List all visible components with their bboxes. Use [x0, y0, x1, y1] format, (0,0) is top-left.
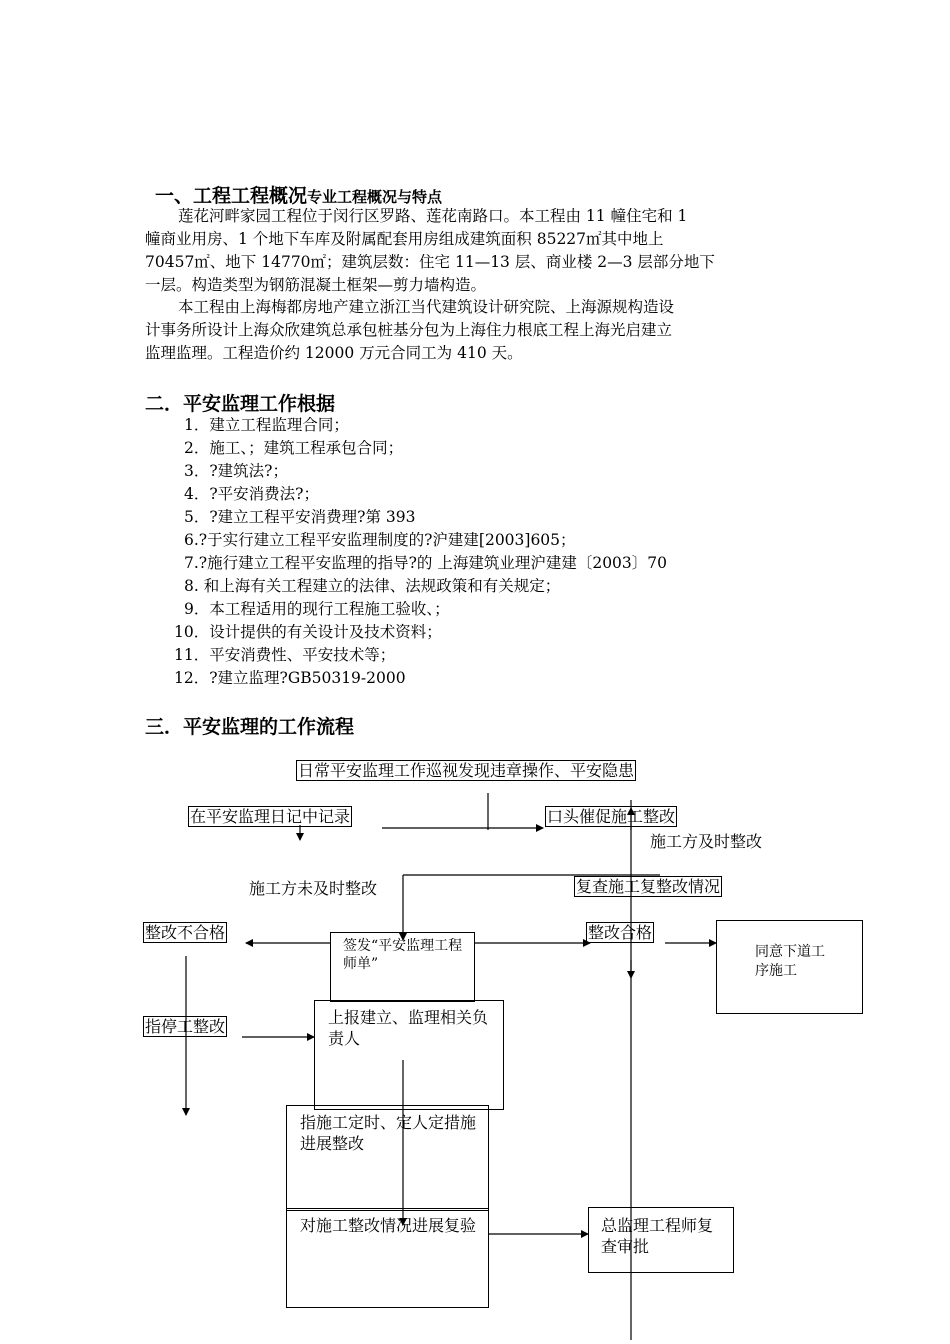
flow-next-process-box: 同意下道工序施工 [716, 920, 863, 1014]
section3-heading: 三．平安监理的工作流程 [145, 716, 355, 738]
flow-stop-work: 指停工整改 [145, 1017, 226, 1036]
list-item: 8. 和上海有关工程建立的法律、法规政策和有关规定； [184, 577, 561, 595]
list-item: 10．设计提供的有关设计及技术资料； [174, 623, 442, 641]
flow-oral-urge: 口头催促施工整改 [547, 807, 676, 826]
flow-recheck: 复查施工复整改情况 [576, 877, 721, 896]
flow-order-fix-box: 指施工定时、定人定措施进展整改 [286, 1105, 489, 1211]
list-item: 1．建立工程监理合同； [184, 416, 349, 434]
flow-record-in-log: 在平安监理日记中记录 [190, 807, 351, 826]
list-item: 7.?施行建立工程平安监理的指导?的 上海建筑业理沪建建〔2003〕70 [184, 554, 668, 572]
list-item: 2．施工、；建筑工程承包合同； [184, 439, 404, 457]
list-item: 12．?建立监理?GB50319-2000 [174, 669, 406, 687]
flow-chief-review-box: 总监理工程师复查审批 [588, 1207, 734, 1273]
flow-pass: 整改合格 [588, 923, 653, 942]
list-item: 6.?于实行建立工程平安监理制度的?沪建建[2003]605； [184, 531, 576, 549]
list-item: 5．?建立工程平安消费理?第 393 [184, 508, 416, 526]
flow-reverify-box: 对施工整改情况进展复验 [286, 1208, 489, 1308]
flow-not-timely-fix: 施工方未及时整改 [249, 879, 378, 898]
section1-heading: 一、工程工程概况专业工程概况与特点 [155, 185, 443, 207]
section2-heading: 二．平安监理工作根据 [145, 393, 336, 415]
flow-report-box: 上报建立、监理相关负责人 [314, 1000, 504, 1110]
list-item: 4．?平安消费法?； [184, 485, 319, 503]
flow-top-patrol: 日常平安监理工作巡视发现违章操作、平安隐患 [298, 761, 635, 780]
list-item: 11．平安消费性、平安技术等； [174, 646, 396, 664]
flow-timely-fix: 施工方及时整改 [650, 832, 763, 851]
list-item: 9．本工程适用的现行工程施工验收、； [184, 600, 450, 618]
list-item: 3．?建筑法?； [184, 462, 288, 480]
flow-fail: 整改不合格 [145, 923, 226, 942]
flow-issue-notice-box: 签发“平安监理工程师单” [330, 932, 475, 1002]
